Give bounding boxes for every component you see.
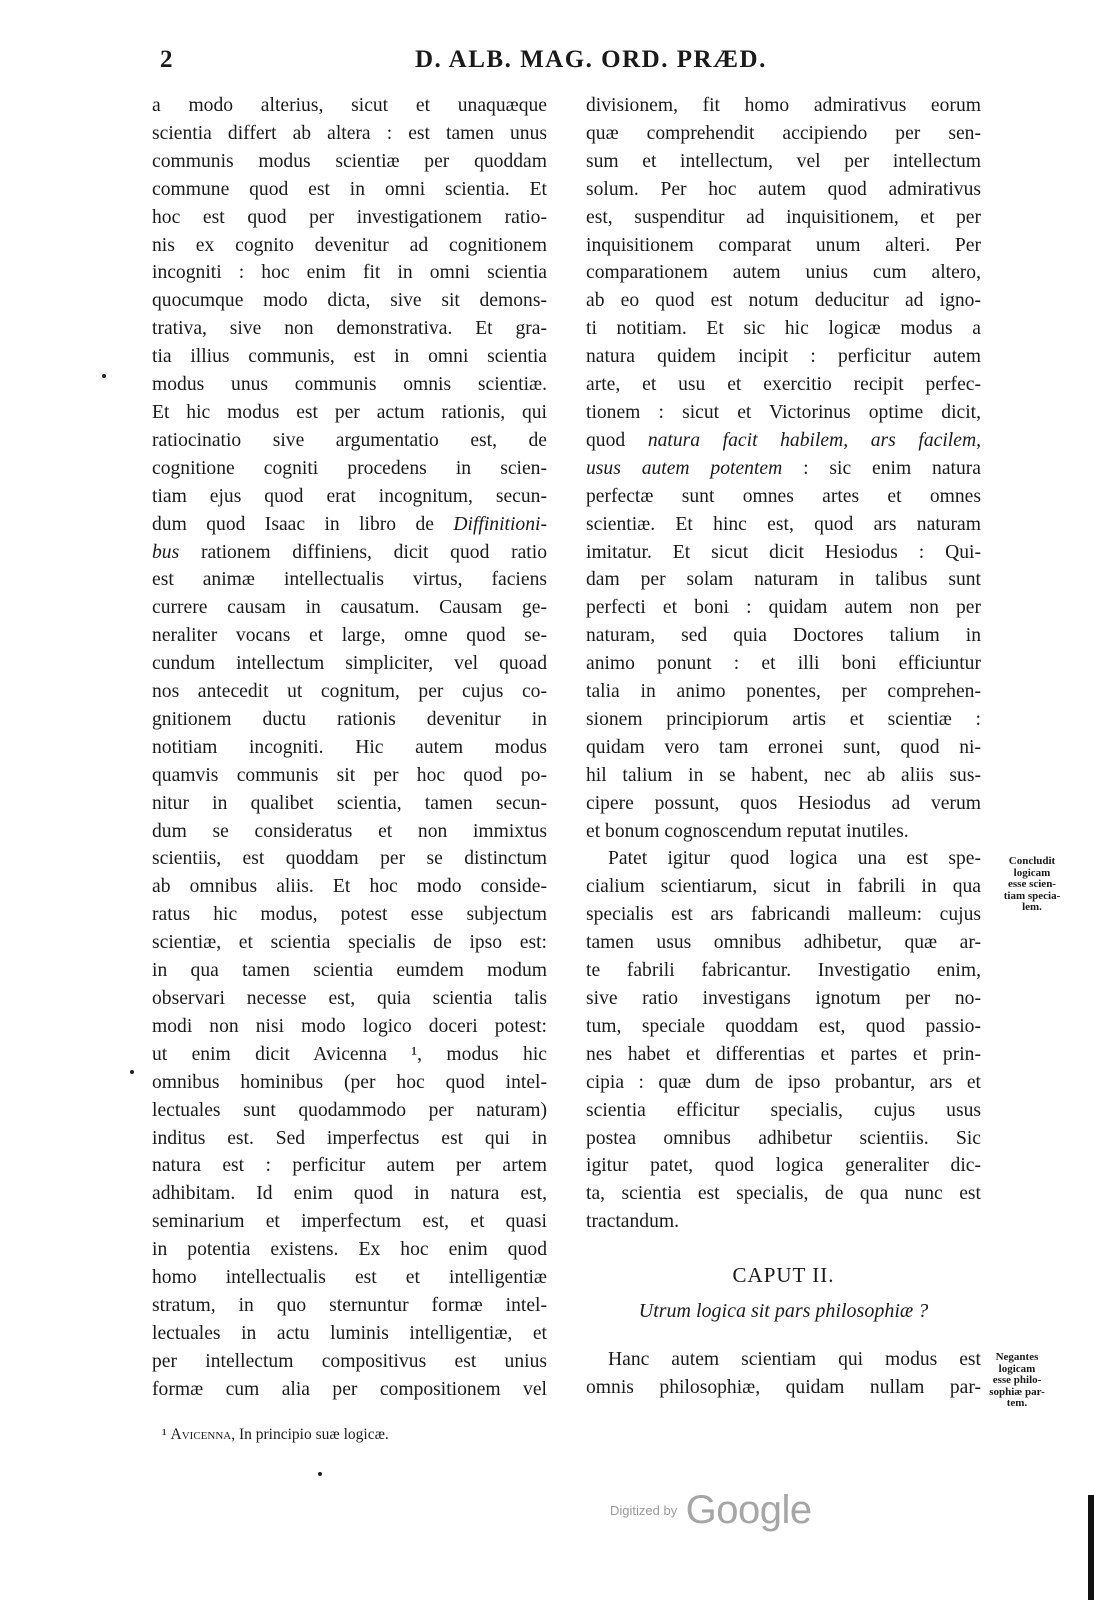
- text-line: cialium scientiarum, sicut in fabrili in qua: [586, 876, 981, 898]
- text-line: inditus est. Sed imperfectus est qui in: [152, 1127, 547, 1149]
- margin-note-line: Concludit: [1008, 855, 1056, 867]
- watermark-prefix: Digitized by: [610, 1503, 678, 1518]
- text-line: omnis philosophiæ, quidam nullam par-: [586, 1376, 981, 1398]
- text-line: perfecti et boni : quidam autem non per: [586, 597, 981, 619]
- text-line: nes habet et differentias et partes et prin-: [586, 1043, 981, 1065]
- text-line: postea omnibus adhibetur scientiis. Sic: [586, 1127, 981, 1149]
- text-line: animo ponunt : et illi boni efficiuntur: [586, 653, 981, 675]
- text-line: tum, speciale quoddam est, quod passio-: [586, 1015, 981, 1037]
- text-line: ratiocinatio sive argumentatio est, de: [152, 429, 547, 451]
- text-line: igitur patet, quod logica generaliter dic-: [586, 1155, 981, 1177]
- text-line: nos antecedit ut cognitum, per cujus co-: [152, 681, 547, 703]
- text-line: omnibus hominibus (per hoc quod intel-: [152, 1071, 547, 1093]
- text-line: cognitione cogniti procedens in scien-: [152, 457, 547, 479]
- text-line: scientiæ. Et hinc est, quod ars naturam: [586, 513, 981, 535]
- text-line: neraliter vocans et large, omne quod se-: [152, 625, 547, 647]
- text-line: specialis est ars fabricandi malleum: cujus: [586, 904, 981, 926]
- margin-note-line: tem.: [1006, 1397, 1028, 1409]
- text-line: modi non nisi modo logico doceri potest:: [152, 1015, 547, 1037]
- text-line: in potentia existens. Ex hoc enim quod: [152, 1239, 547, 1261]
- text-line: Patet igitur quod logica una est spe-: [608, 848, 981, 870]
- right-column-paragraph-2: [586, 845, 981, 1236]
- margin-note-line: esse philo-: [992, 1374, 1042, 1386]
- text-line: sum et intellectum, vel per intellectum: [586, 150, 981, 172]
- margin-note-line: Negantes: [995, 1351, 1039, 1363]
- right-column: [586, 92, 981, 1402]
- speck: [102, 374, 106, 378]
- text-line: trativa, sive non demonstrativa. Et gra-: [152, 318, 547, 340]
- text-line: Et hic modus est per actum rationis, qui: [152, 401, 547, 423]
- text-line: hoc est quod per investigationem ratio-: [152, 206, 547, 228]
- text-line: sive ratio investigans ignotum per no-: [586, 988, 981, 1009]
- google-logo: Google: [685, 1488, 812, 1532]
- text-line: dum quod Isaac in libro de Diffinitioni-: [152, 513, 547, 535]
- text-line: scientia differt ab altera : est tamen unus: [152, 122, 547, 144]
- text-line: tamen usus omnibus adhibetur, quæ ar-: [586, 932, 981, 954]
- footnote-marker: ¹: [162, 1426, 167, 1443]
- text-line: divisionem, fit homo admirativus eorum: [586, 95, 981, 116]
- text-line: sionem principiorum artis et scientiæ :: [586, 708, 981, 730]
- text-line: bus rationem diffiniens, dicit quod ratio: [152, 541, 547, 563]
- text-line: nis ex cognito devenitur ad cognitionem: [152, 234, 547, 256]
- text-line: cundum intellectum simpliciter, vel quoad: [152, 653, 547, 675]
- text-line: notitiam incogniti. Hic autem modus: [152, 736, 547, 758]
- text-line: quod natura facit habilem, ars facilem,: [586, 429, 981, 451]
- text-line: a modo alterius, sicut et unaquæque: [152, 95, 547, 116]
- text-line: observari necesse est, quia scientia talis: [152, 988, 547, 1009]
- text-line: homo intellectualis est et intelligentiæ: [152, 1267, 547, 1289]
- footnote: [162, 1426, 389, 1444]
- text-line: tiam ejus quod erat incognitum, secun-: [152, 485, 547, 507]
- text-line: stratum, in quo sternuntur formæ intel-: [152, 1294, 547, 1316]
- text-line: tionem : sicut et Victorinus optime dicit,: [586, 401, 981, 423]
- speck: [130, 1070, 134, 1074]
- text-line: ab omnibus aliis. Et hoc modo conside-: [152, 876, 547, 898]
- text-line: est, suspenditur ad inquisitionem, et per: [586, 206, 981, 228]
- text-line: hil talium in se habent, nec ab aliis sus-: [586, 764, 981, 786]
- margin-note-line: logicam: [998, 1362, 1036, 1375]
- text-line: lectuales sunt quodammodo per naturam): [152, 1099, 547, 1121]
- text-line: quamvis communis sit per hoc quod po-: [152, 764, 547, 786]
- text-line: cipia : quæ dum de ipso probantur, ars et: [586, 1071, 981, 1093]
- text-line: ratus hic modus, potest esse subjectum: [152, 904, 547, 926]
- text-line: tractandum.: [586, 1211, 680, 1233]
- text-line: quidam vero tam erronei sunt, quod ni-: [586, 736, 981, 758]
- text-line: comparationem autem unius cum altero,: [586, 262, 981, 284]
- margin-note-line: esse scien-: [1008, 878, 1056, 890]
- text-line: commune quod est in omni scientia. Et: [152, 178, 547, 200]
- text-line: ti notitiam. Et sic hic logicæ modus a: [586, 318, 981, 340]
- text-line: natura quidem incipit : perficitur autem: [586, 346, 981, 368]
- text-line: adhibitam. Id enim quod in natura est,: [152, 1183, 547, 1205]
- text-line: dam per solam naturam in talibus sunt: [586, 569, 981, 591]
- text-line: scientiis, est quoddam per se distinctum: [152, 848, 547, 870]
- text-line: seminarium et imperfectum est, et quasi: [152, 1211, 547, 1233]
- text-line: naturam, sed quia Doctores talium in: [586, 625, 981, 647]
- chapter-question: Utrum logica sit pars philosophiæ ?: [638, 1300, 929, 1323]
- margin-note-line: lem.: [1022, 901, 1042, 913]
- text-line: quocumque modo dicta, sive sit demons-: [152, 290, 547, 312]
- text-line: et bonum cognoscendum reputat inutiles.: [586, 820, 909, 842]
- chapter-title: CAPUT II.: [732, 1263, 835, 1288]
- footnote-author: Avicenna: [170, 1426, 232, 1443]
- text-line: te fabrili fabricantur. Investigatio enim,: [586, 960, 981, 982]
- margin-note-concludit: [988, 856, 1076, 914]
- text-line: ab eo quod est notum deducitur ad igno-: [586, 290, 981, 312]
- text-line: perfectæ sunt omnes artes et omnes: [586, 485, 981, 507]
- text-line: est animæ intellectualis virtus, faciens: [152, 569, 547, 591]
- text-line: per intellectum compositivus est unius: [152, 1350, 547, 1372]
- text-line: scientiæ, et scientia specialis de ipso est:: [152, 932, 547, 954]
- margin-note-line: tiam specia-: [1003, 889, 1061, 902]
- running-title: D. ALB. MAG. ORD. PRÆD.: [415, 46, 767, 73]
- text-line: scientia efficitur specialis, cujus usus: [586, 1099, 981, 1121]
- text-line: formæ cum alia per compositionem vel: [152, 1378, 547, 1400]
- page-header: [160, 46, 990, 82]
- text-line: cipere possunt, quos Hesiodus ad verum: [586, 792, 981, 814]
- text-line: arte, et usu et exercitio recipit perfec-: [586, 374, 981, 396]
- text-line: quæ comprehendit accipiendo per sen-: [586, 122, 981, 144]
- text-line: lectuales in actu luminis intelligentiæ, et: [152, 1322, 547, 1344]
- footnote-text: , In principio suæ logicæ.: [231, 1426, 389, 1443]
- text-line: nitur in qualibet scientia, tamen secun-: [152, 792, 547, 814]
- digitized-watermark: [610, 1488, 812, 1548]
- text-line: gnitionem ductu rationis devenitur in: [152, 708, 547, 730]
- right-column-paragraph-1: [586, 92, 981, 845]
- margin-note-line: sophiæ par-: [989, 1385, 1045, 1398]
- text-line: inquisitionem comparat unum alteri. Per: [586, 234, 981, 256]
- text-line: natura est : perficitur autem per artem: [152, 1155, 547, 1177]
- text-line: solum. Per hoc autem quod admirativus: [586, 178, 981, 200]
- scan-edge: [1088, 1495, 1094, 1600]
- text-line: ut enim dicit Avicenna ¹, modus hic: [152, 1043, 547, 1065]
- text-line: Hanc autem scientiam qui modus est: [608, 1348, 981, 1370]
- text-line: communis modus scientiæ per quoddam: [152, 150, 547, 172]
- text-line: usus autem potentem : sic enim natura: [586, 457, 981, 479]
- margin-note-negantes: [973, 1352, 1061, 1410]
- text-line: imitatur. Et sicut dicit Hesiodus : Qui-: [586, 541, 981, 563]
- text-line: talia in animo ponentes, per comprehen-: [586, 681, 981, 703]
- text-line: dum se consideratus et non immixtus: [152, 820, 547, 842]
- text-line: in qua tamen scientia eumdem modum: [152, 960, 547, 982]
- text-line: incogniti : hoc enim fit in omni scientia: [152, 262, 547, 284]
- right-column-paragraph-3: [586, 1346, 981, 1402]
- text-line: ta, scientia est specialis, de qua nunc est: [586, 1183, 981, 1205]
- margin-note-line: logicam: [1013, 866, 1051, 879]
- left-column: [152, 92, 547, 1404]
- speck: [318, 1472, 322, 1476]
- text-line: currere causam in causatum. Causam ge-: [152, 597, 547, 619]
- page-number: 2: [160, 46, 174, 73]
- text-line: tia illius communis, est in omni scientia: [152, 346, 547, 368]
- text-line: modus unus communis omnis scientiæ.: [152, 374, 547, 396]
